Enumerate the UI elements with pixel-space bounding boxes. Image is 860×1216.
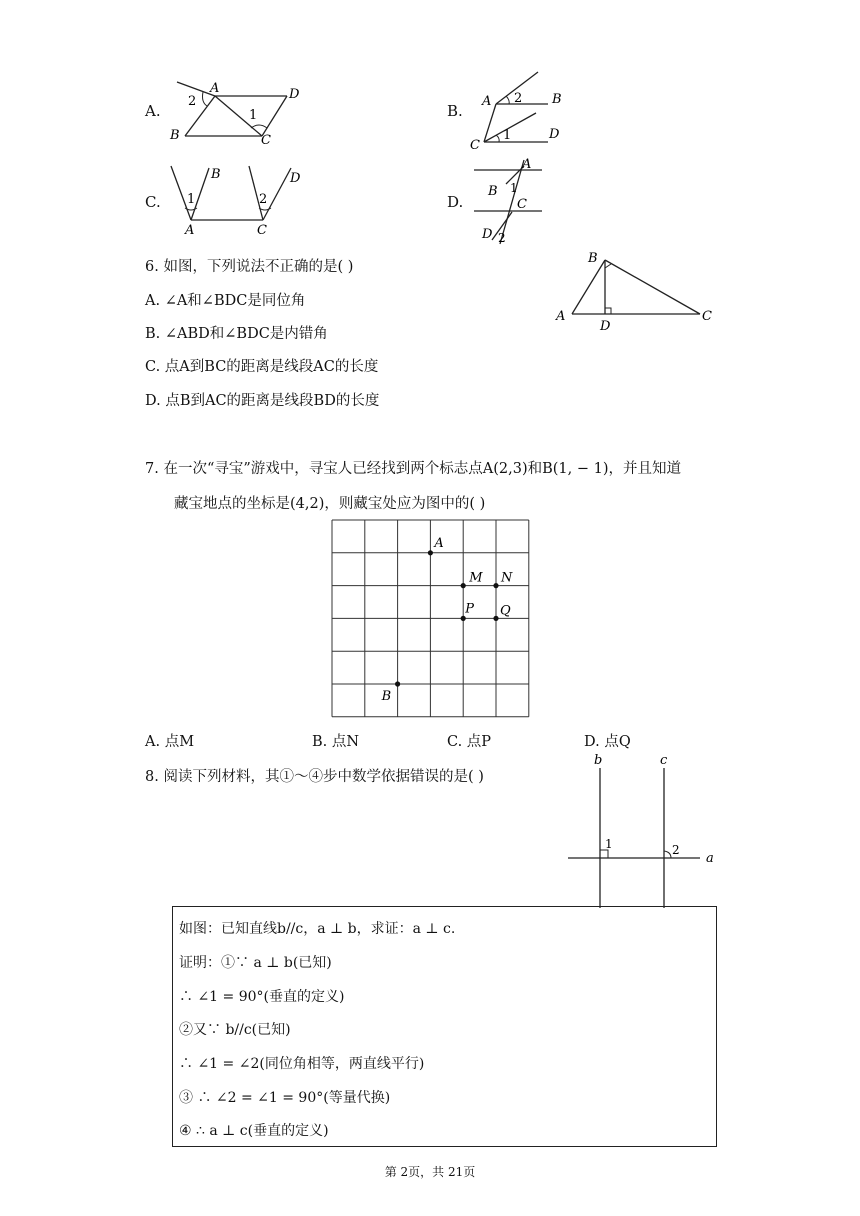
q5b-angle-1: 1 — [503, 128, 512, 143]
q5c-angle-2: 2 — [259, 192, 268, 207]
q7-stem-line1: 7. 在一次“寻宝”游戏中，寻宝人已经找到两个标志点A(2,3)和B(1, − 1)，并且知道 — [145, 461, 682, 477]
q6-option-d: D. 点B到AC的距离是线段BD的长度 — [145, 393, 380, 409]
q7-option-a: A. 点M — [145, 734, 195, 750]
q7-option-d: D. 点Q — [584, 734, 631, 750]
proof-line-1: 如图：已知直线b//c，a ⊥ b，求证：a ⊥ c. — [179, 921, 456, 937]
q8-line-c-label: c — [660, 753, 668, 768]
grid-point-n-label: N — [501, 570, 513, 586]
proof-line-7: ④ ∴ a ⊥ c(垂直的定义) — [179, 1123, 329, 1139]
q8-line-a-label: a — [706, 851, 714, 866]
grid-point-m-label: M — [469, 570, 483, 586]
grid-point-q-label: Q — [500, 603, 511, 619]
q5b-point-d: D — [549, 127, 560, 142]
q6-option-a: A. ∠A和∠BDC是同位角 — [145, 293, 306, 309]
q6-point-b: B — [588, 251, 598, 266]
q5b-point-b: B — [552, 92, 562, 107]
q5a-point-a: A — [210, 81, 220, 96]
q5-option-b-label: B. — [447, 102, 463, 120]
q5-figure-d — [470, 156, 550, 248]
proof-line-3: ∴ ∠1 = 90°(垂直的定义) — [179, 989, 345, 1005]
grid-point-a-label: A — [434, 535, 444, 551]
q5c-angle-1: 1 — [187, 192, 196, 207]
q8-proof-box — [172, 906, 717, 1147]
q7-stem-line2: 藏宝地点的坐标是(4,2)，则藏宝处应为图中的( ) — [174, 496, 486, 512]
q5d-point-c: C — [517, 197, 527, 212]
q5a-angle-2: 2 — [188, 94, 197, 109]
proof-line-4: ②又∵ b//c(已知) — [179, 1022, 291, 1038]
q6-triangle-figure — [550, 244, 720, 332]
grid-point-q-dot — [493, 616, 498, 621]
q5a-angle-1: 1 — [249, 108, 258, 123]
q5d-point-b: B — [488, 184, 498, 199]
q6-option-b: B. ∠ABD和∠BDC是内错角 — [145, 326, 328, 342]
q5b-point-a: A — [482, 94, 492, 109]
q8-angle-1: 1 — [605, 837, 613, 851]
q8-angle-2: 2 — [672, 843, 680, 857]
q5a-point-d: D — [289, 87, 300, 102]
page-footer: 第 2页，共 21页 — [384, 1165, 476, 1179]
q5-figure-c — [165, 162, 305, 240]
grid-point-b-label: B — [381, 689, 392, 704]
q5d-angle-1: 1 — [510, 181, 518, 195]
q5b-angle-2: 2 — [514, 91, 523, 106]
grid-point-m-dot — [461, 583, 466, 588]
q5-figure-a — [165, 78, 315, 146]
q6-point-d: D — [600, 319, 611, 332]
grid-point-p-dot — [461, 616, 466, 621]
q5d-point-d: D — [482, 227, 493, 242]
q7-option-c: C. 点P — [447, 734, 492, 750]
q5c-point-c: C — [257, 223, 267, 238]
proof-line-2: 证明：①∵ a ⊥ b(已知) — [179, 955, 332, 971]
q6-option-c: C. 点A到BC的距离是线段AC的长度 — [145, 359, 379, 375]
q6-stem: 6. 如图，下列说法不正确的是( ) — [145, 259, 354, 275]
q7-option-b: B. 点N — [312, 734, 360, 750]
q6-point-c: C — [702, 309, 712, 324]
q5c-point-d: D — [290, 171, 301, 186]
q5d-angle-2: 2 — [498, 231, 506, 245]
q5a-point-c: C — [261, 133, 271, 146]
q5-option-a-label: A. — [145, 102, 161, 120]
q5-option-c-label: C. — [145, 193, 161, 211]
q8-lines-figure — [560, 750, 730, 910]
q5d-point-a: A — [522, 157, 532, 172]
grid-point-p-label: P — [465, 601, 474, 617]
q8-stem: 8. 阅读下列材料，其①～④步中数学依据错误的是( ) — [145, 769, 484, 785]
grid-point-n-dot — [493, 583, 498, 588]
q5c-point-a: A — [185, 223, 195, 238]
q5b-point-c: C — [470, 138, 480, 153]
grid-point-b-dot — [395, 681, 400, 686]
q5-figure-b — [466, 68, 576, 154]
q5c-point-b: B — [211, 167, 221, 182]
q5a-point-b: B — [170, 128, 180, 143]
proof-line-5: ∴ ∠1 = ∠2(同位角相等，两直线平行) — [179, 1056, 425, 1072]
grid-point-a-dot — [428, 550, 433, 555]
q7-grid-figure — [331, 519, 531, 720]
proof-line-6: ③ ∴ ∠2 = ∠1 = 90°(等量代换) — [179, 1090, 391, 1106]
q6-point-a: A — [556, 309, 566, 324]
q8-line-b-label: b — [594, 753, 603, 768]
q5-option-d-label: D. — [447, 193, 464, 211]
